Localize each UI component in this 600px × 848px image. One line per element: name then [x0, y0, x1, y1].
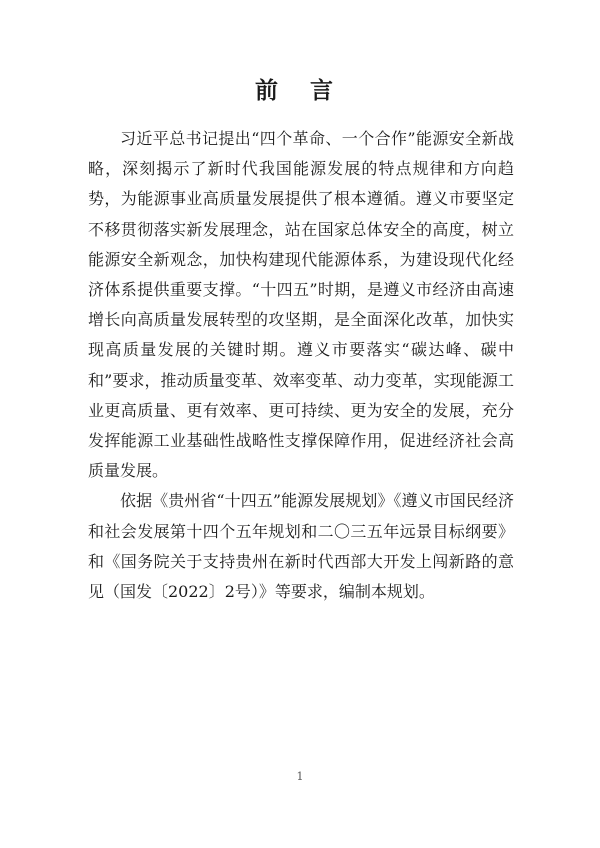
paragraph-intro: 习近平总书记提出“四个革命、一个合作”能源安全新战略，深刻揭示了新时代我国能源发展的特点规律和方向趋势，为能源事业高质量发展提供了根本遵循。遵义市要坚定不移贯彻落实新发展理念，站在国家总体安全的高度，树立能源安全新观念，加快构建现代能源体系，为建设现代化经济体系提供重要支撑。“十四五”时期，是遵义市经济由高速增长向高质量发展转型的攻坚期，是全面深化改革，加快实现高质量发展的关键时期。遵义市要落实“碳达峰、碳中和”要求，推动质量变革、效率变革、动力变革，实现能源工业更高质量、更有效率、更可持续、更为安全的发展，充分发挥能源工业基础性战略性支撑保障作用，促进经济社会高质量发展。 [88, 129, 514, 481]
paragraph-basis: 依据《贵州省“十四五”能源发展规划》《遵义市国民经济和社会发展第十四个五年规划和二〇三五年远景目标纲要》和《国务院关于支持贵州在新时代西部大开发上闯新路的意见（国发〔2022〕2号）》等要求，编制本规划。 [88, 491, 514, 602]
page-title: 前 言 [254, 77, 345, 104]
page-number: 1 [296, 770, 304, 783]
document-body [88, 124, 514, 607]
